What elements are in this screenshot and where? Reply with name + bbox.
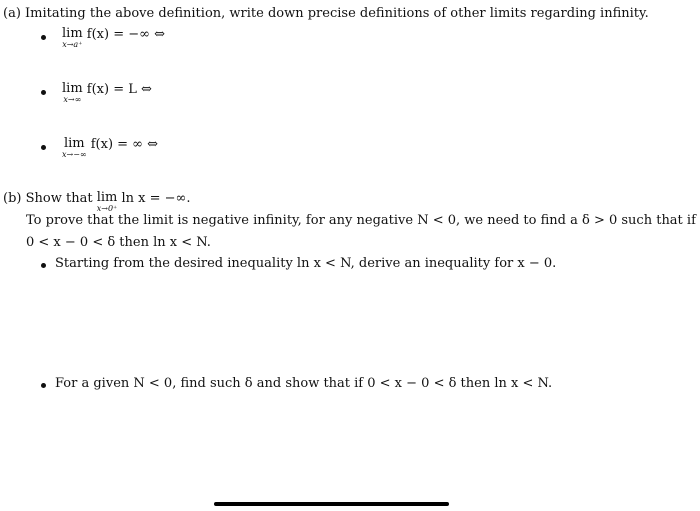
task-bullet-2: For a given N < 0, find such δ and show that if 0 < x − 0 < δ then ln x < N. <box>55 376 553 391</box>
limit-operator: lim x→0⁺ <box>96 190 118 213</box>
paragraph-line-1: To prove that the limit is negative infinity, for any negative N < 0, we need to find a δ > 0 such that if <box>26 213 696 228</box>
part-b-show-prefix: Show that <box>25 191 93 206</box>
limit-expression: f(x) = L ⇔ <box>86 82 152 97</box>
part-a-intro: Imitating the above definition, write down precise definitions of other limits regarding infinity. <box>25 6 649 21</box>
bullet-marker <box>41 90 46 95</box>
limit-expression: f(x) = −∞ ⇔ <box>86 27 165 42</box>
paragraph-line-2: 0 < x − 0 < δ then ln x < N. <box>26 235 211 250</box>
part-b-heading <box>3 191 191 213</box>
limit-expression: f(x) = ∞ ⇔ <box>90 137 159 152</box>
limit-item-1 <box>62 27 165 49</box>
bullet-marker <box>41 145 46 150</box>
bullet-marker <box>41 383 46 388</box>
part-a-label: (a) <box>3 6 21 21</box>
part-b-label: (b) <box>3 191 22 206</box>
bullet-marker <box>41 263 46 268</box>
limit-operator: lim x→∞ <box>62 81 83 104</box>
limit-operator: lim x→a⁺ <box>62 26 83 49</box>
limit-expression: ln x = −∞. <box>121 191 191 206</box>
part-a-heading <box>3 6 649 21</box>
limit-item-3 <box>62 137 158 159</box>
limit-item-2 <box>62 82 152 104</box>
bullet-marker <box>41 35 46 40</box>
task-bullet-1: Starting from the desired inequality ln x < N, derive an inequality for x − 0. <box>55 256 557 271</box>
home-indicator-bar <box>214 502 449 506</box>
limit-operator: lim x→−∞ <box>62 136 87 159</box>
